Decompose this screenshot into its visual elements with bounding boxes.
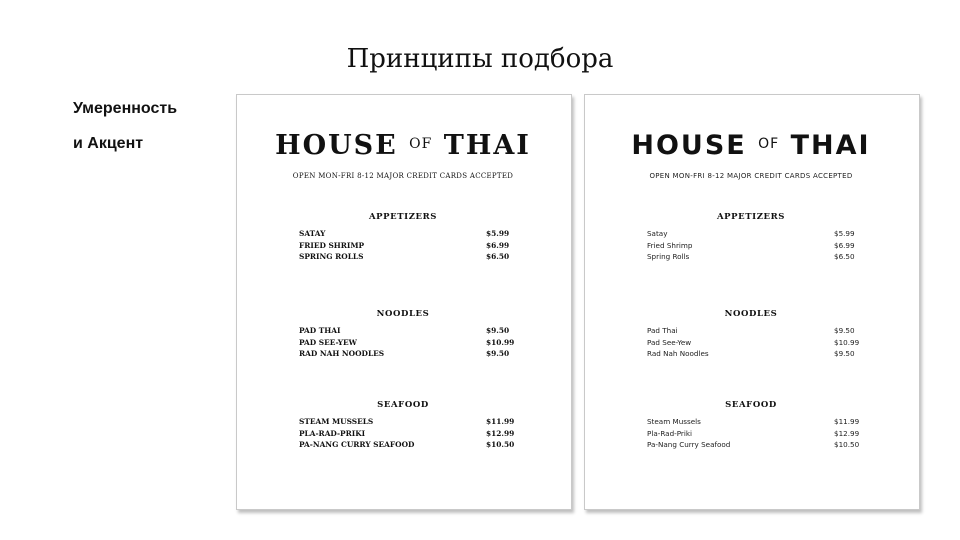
item-name: PAD THAI (299, 326, 341, 335)
menu-section-noodles (584, 309, 918, 360)
item-price: $6.50 (834, 252, 855, 261)
section-heading: APPETIZERS (716, 212, 786, 222)
slide-title: Принципы подбора (346, 44, 614, 74)
menu-item (584, 428, 918, 440)
item-price: $6.50 (486, 252, 510, 261)
brand-word-thai: THAI (443, 130, 531, 161)
item-name: PAD SEE-YEW (299, 337, 357, 347)
item-price: $11.99 (834, 417, 860, 426)
item-price: $10.50 (834, 440, 860, 449)
menu-section-seafood (236, 400, 570, 451)
item-name: Pad Thai (647, 326, 678, 335)
menu-item (584, 416, 918, 428)
item-name: PA-NANG CURRY SEAFOOD (299, 440, 415, 449)
menu-item (584, 337, 918, 349)
menu-item (584, 251, 918, 263)
item-name: SATAY (299, 229, 326, 238)
menu-item (584, 228, 918, 240)
brand-logo (584, 130, 918, 161)
item-name: Steam Mussels (647, 417, 701, 426)
menu-section-appetizers (584, 212, 918, 263)
menu-item (236, 251, 570, 263)
menu-item (236, 348, 570, 360)
item-price: $10.99 (486, 337, 515, 347)
item-name: FRIED SHRIMP (299, 240, 365, 250)
menu-item (236, 337, 570, 349)
item-price: $6.99 (834, 240, 855, 250)
hours-line: OPEN MON-FRI 8-12 MAJOR CREDIT CARDS ACCEPTED (649, 172, 853, 180)
brand-word-house: HOUSE (275, 130, 398, 161)
item-name: PLA-RAD-PRIKI (299, 428, 366, 438)
menu-section-appetizers (236, 212, 570, 263)
item-price: $12.99 (834, 428, 860, 438)
item-name: RAD NAH NOODLES (299, 349, 385, 358)
menu-content-sans (584, 0, 918, 540)
menu-item (236, 240, 570, 252)
menu-section-seafood (584, 400, 918, 451)
menu-item (236, 325, 570, 337)
item-name: Pa-Nang Curry Seafood (647, 440, 731, 449)
brand-word-of: OF (758, 136, 780, 152)
section-heading: SEAFOOD (377, 400, 429, 410)
menu-item (584, 325, 918, 337)
hours-line: OPEN MON-FRI 8-12 MAJOR CREDIT CARDS ACCEPTED (292, 172, 514, 180)
side-label-moderation: Умеренность (73, 100, 178, 117)
side-label-accent: и Акцент (73, 135, 144, 152)
section-heading: NOODLES (724, 309, 778, 319)
item-price: $12.99 (486, 428, 515, 438)
menu-item (236, 416, 570, 428)
brand-word-of: OF (409, 136, 433, 152)
menu-item (584, 348, 918, 360)
section-heading: APPETIZERS (368, 212, 438, 222)
menu-item (236, 228, 570, 240)
item-name: Spring Rolls (647, 252, 690, 261)
item-price: $9.50 (834, 349, 855, 358)
item-name: SPRING ROLLS (299, 252, 364, 261)
menu-item (584, 240, 918, 252)
item-name: Fried Shrimp (647, 240, 693, 250)
item-name: Pla-Rad-Priki (647, 428, 693, 438)
item-price: $5.99 (486, 229, 510, 238)
section-heading: SEAFOOD (725, 400, 777, 410)
menu-section-noodles (236, 309, 570, 360)
item-price: $11.99 (486, 417, 515, 426)
item-price: $6.99 (486, 240, 510, 250)
brand-word-house: HOUSE (631, 130, 747, 161)
item-name: Satay (647, 229, 668, 238)
item-price: $10.99 (834, 337, 860, 347)
menu-item (584, 439, 918, 451)
brand-word-thai: THAI (790, 130, 871, 161)
item-price: $9.50 (486, 326, 510, 335)
item-name: Rad Nah Noodles (647, 349, 709, 358)
menu-item (236, 428, 570, 440)
item-price: $5.99 (834, 229, 855, 238)
menu-content-serif (236, 0, 570, 540)
item-price: $9.50 (834, 326, 855, 335)
section-heading: NOODLES (376, 309, 430, 319)
menu-item (236, 439, 570, 451)
item-price: $9.50 (486, 349, 510, 358)
item-name: STEAM MUSSELS (299, 417, 374, 426)
item-price: $10.50 (486, 440, 515, 449)
brand-logo (236, 130, 570, 161)
item-name: Pad See-Yew (647, 337, 692, 347)
